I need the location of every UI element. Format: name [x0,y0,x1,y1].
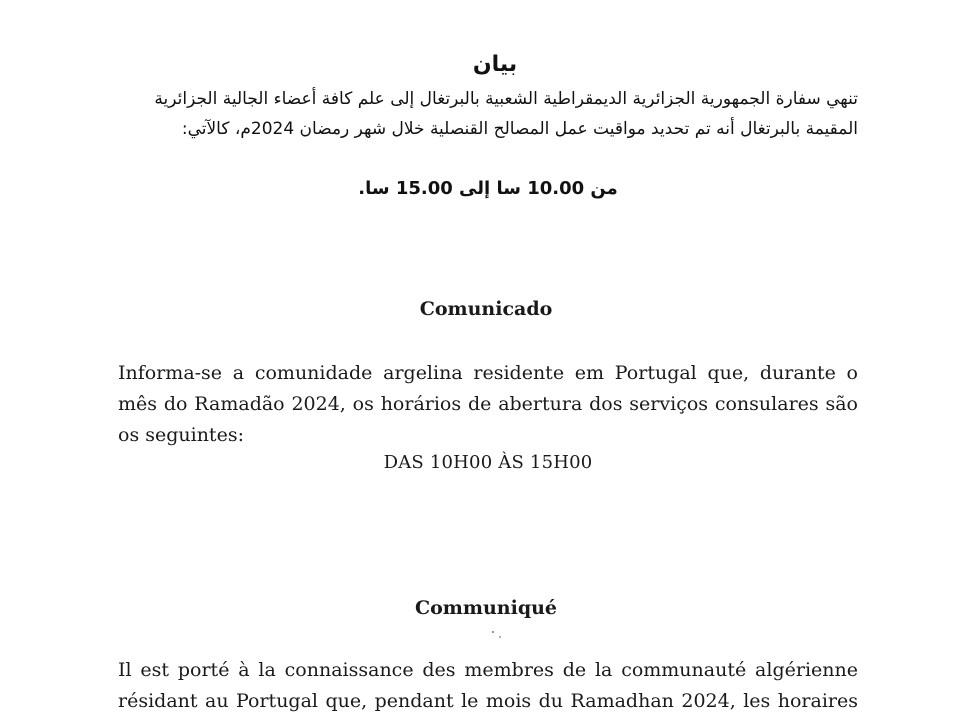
portuguese-paragraph [118,358,858,451]
scan-speck [492,631,494,633]
portuguese-hours: DAS 10H00 ÀS 15H00 [383,452,593,473]
portuguese-line-2: mês do Ramadão 2024, os horários de abertura dos serviços consulares são [118,393,858,415]
arabic-line-2: المقيمة بالبرتغال أنه تم تحديد مواقيت عمل المصالح القنصلية خلال شهر رمضان 2024م، كالآتي: [181,119,858,139]
french-line-1: Il est porté à la connaissance des membres de la communauté algérienne [118,659,858,681]
arabic-paragraph [98,84,858,144]
arabic-title: بيان [472,52,518,77]
french-line-2: résidant au Portugal que, pendant le mois du Ramadhan 2024, les horaires [118,690,858,712]
portuguese-line-1: Informa-se a comunidade argelina residente em Portugal que, durante o [118,362,858,384]
scan-speck [499,636,501,638]
french-paragraph [118,655,858,717]
french-heading: Communiqué [414,597,558,619]
portuguese-heading: Comunicado [419,298,553,320]
arabic-line-1: تنهي سفارة الجمهورية الجزائرية الديمقراطية الشعبية بالبرتغال إلى علم كافة أعضاء الجالية الجزائرية [154,89,858,109]
arabic-hours: من 10.00 سا إلى 15.00 سا. [358,178,618,199]
portuguese-line-3: os seguintes: [118,424,244,446]
